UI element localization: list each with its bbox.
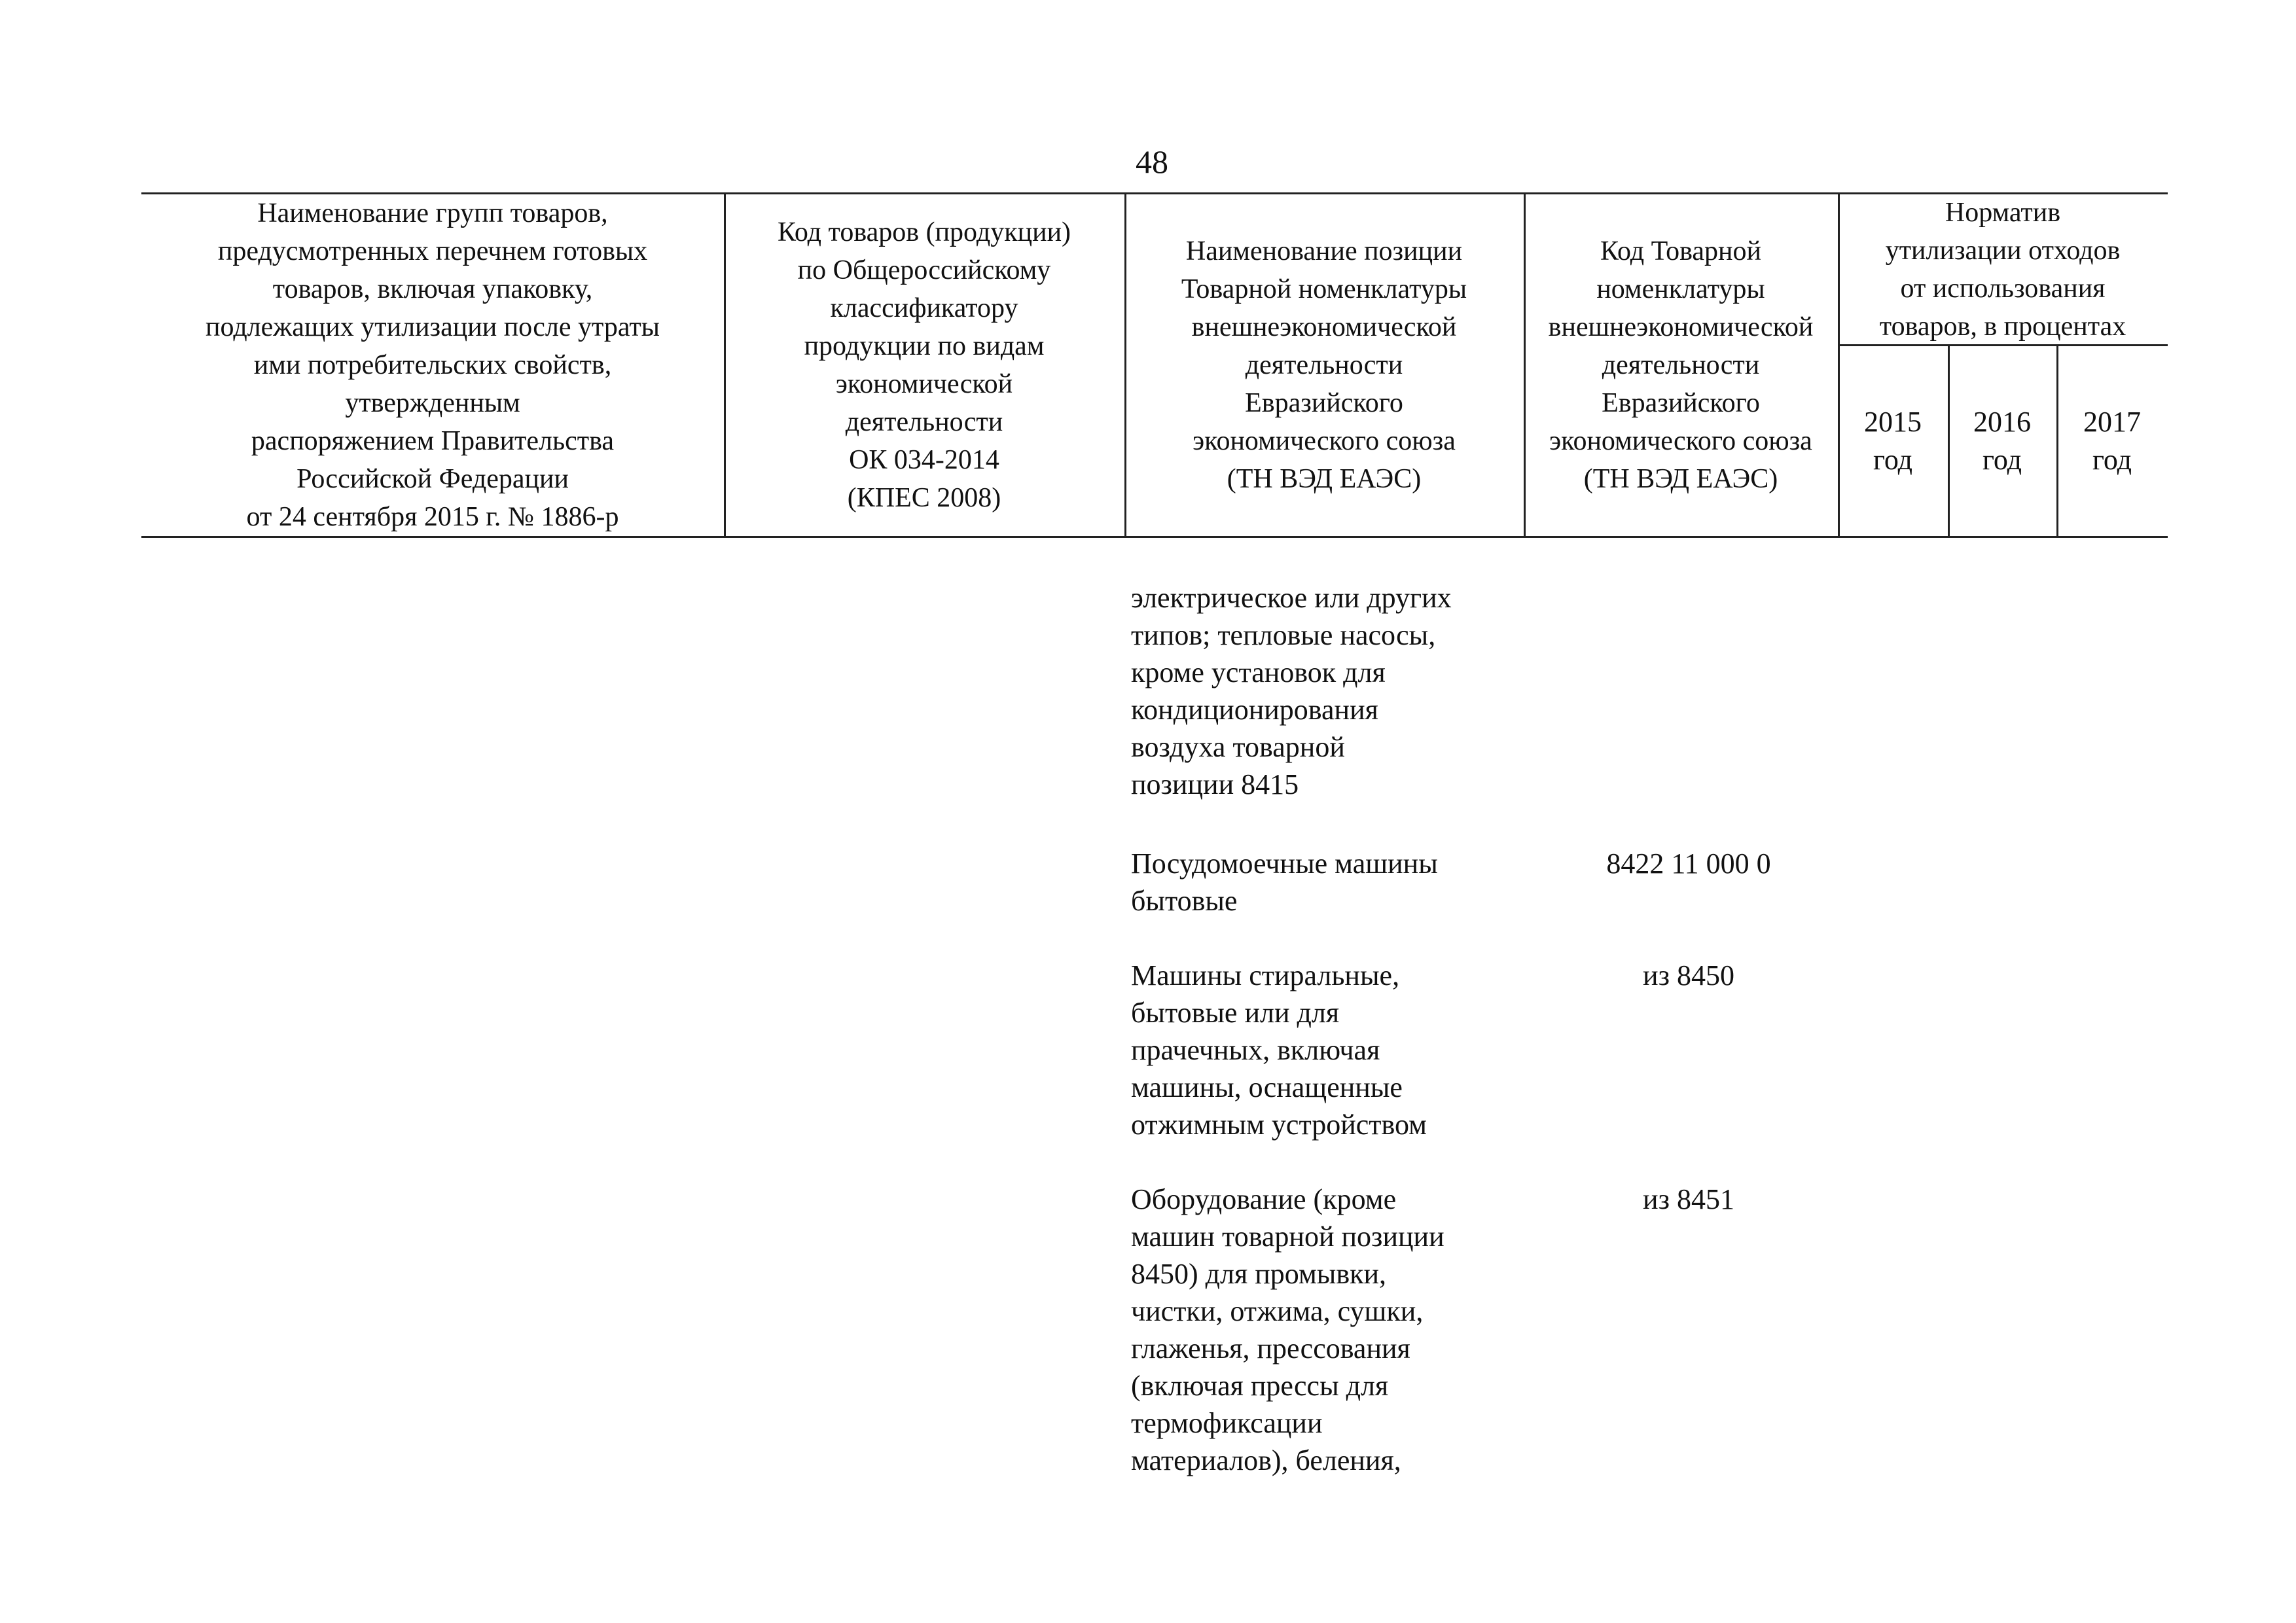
header-year-2017: 2017 год — [2083, 406, 2141, 476]
entry-code: 8422 11 000 0 — [1606, 847, 1771, 880]
header-okpd-code: Код товаров (продукции) по Общероссийскому классификатору продукции по видам экономической деятельности ОК 034-2014 (КПЕС 2008) — [777, 217, 1071, 513]
page-number: 48 — [1136, 143, 1168, 180]
entry-code: из 8450 — [1643, 959, 1734, 991]
header-norm-title: Норматив утилизации отходов от использования товаров, в процентах — [1838, 194, 2168, 346]
header-year-2015: 2015 год — [1864, 406, 1922, 476]
table-header — [141, 192, 2168, 538]
header-tnved-code: Код Товарной номенклатуры внешнеэкономической деятельности Евразийского экономического союза (ТН ВЭД ЕАЭС) — [1548, 236, 1814, 494]
entry-name: Оборудование (кроме машин товарной позиции 8450) для промывки, чистки, отжима, сушки, глаженья, прессования (включая прессы для термофиксации материалов), беления, — [1131, 1183, 1444, 1476]
entry-code: из 8451 — [1643, 1183, 1734, 1215]
entry-name: Посудомоечные машины бытовые — [1131, 847, 1438, 917]
header-tnved-name: Наименование позиции Товарной номенклатуры внешнеэкономической деятельности Евразийского экономического союза (ТН ВЭД ЕАЭС) — [1181, 236, 1467, 494]
header-year-2016: 2016 год — [1973, 406, 2031, 476]
header-group-name: Наименование групп товаров, предусмотренных перечнем готовых товаров, включая упаковку, подлежащих утилизации после утраты ими потребительских свойств, утвержденным распоряжением Правительства Российской Федерации от 24 сентября 2015 г. № 1886-р — [206, 198, 660, 532]
entry-name: электрическое или других типов; тепловые насосы, кроме установок для кондиционирования воздуха товарной позиции 8415 — [1131, 582, 1452, 800]
entry-name: Машины стиральные, бытовые или для прачечных, включая машины, оснащенные отжимным устройством — [1131, 959, 1427, 1141]
